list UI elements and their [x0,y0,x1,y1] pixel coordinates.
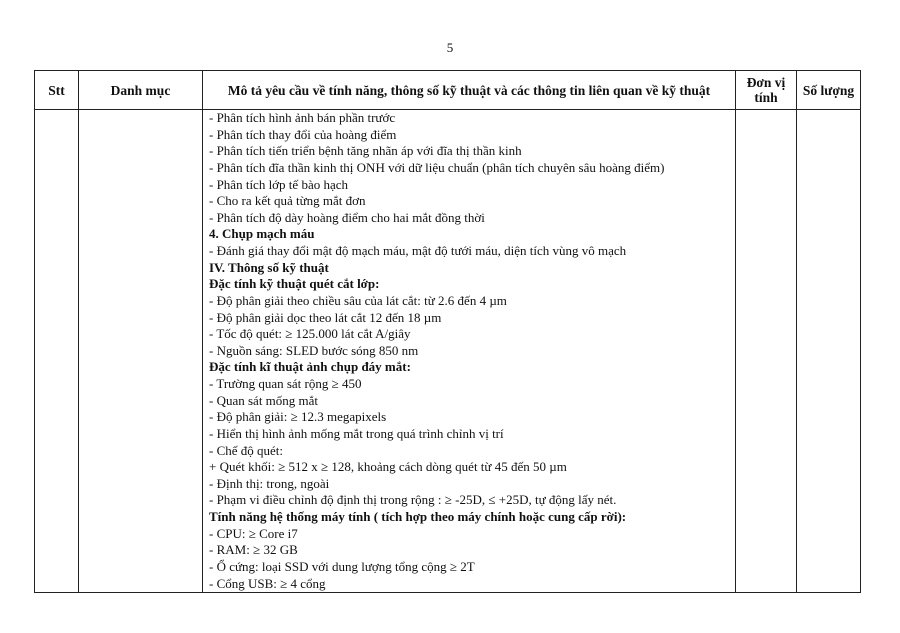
description-line: - Phân tích tiến triển bệnh tăng nhãn áp với đĩa thị thần kinh [209,143,522,159]
description-line: - Chế độ quét: [209,442,284,458]
description-line: - Độ phân giải theo chiều sâu của lát cắt: từ 2.6 đến 4 µm [209,292,507,308]
description-line: - CPU: ≥ Core i7 [209,525,298,541]
header-stt: Stt [35,71,79,110]
section-heading: Đặc tính kỹ thuật quét cắt lớp: [209,276,380,292]
section-heading: Đặc tính kĩ thuật ảnh chụp đáy mắt: [209,359,411,375]
page-number: 5 [446,40,454,55]
section-heading: 4. Chụp mạch máu [209,226,315,242]
description-line: - Hiển thị hình ảnh mống mắt trong quá trình chỉnh vị trí [209,425,504,441]
section-heading: IV. Thông số kỹ thuật [209,259,329,275]
description-lines [203,110,735,592]
header-unit-line2: tính [754,90,778,105]
header-description: Mô tả yêu cầu về tính năng, thông số kỹ thuật và các thông tin liên quan về kỹ thuật [203,71,736,110]
description-line: - Ổ cứng: loại SSD với dung lượng tổng cộng ≥ 2T [209,558,475,574]
description-line: - Phân tích hình ảnh bán phần trước [209,110,396,125]
description-line: - Định thị: trong, ngoài [209,475,330,491]
description-line: - RAM: ≥ 32 GB [209,542,298,558]
description-line: - Độ phân giải dọc theo lát cắt 12 đến 18 µm [209,309,442,325]
description-line: - Phân tích thay đổi của hoàng điểm [209,126,397,142]
description-line: - Độ phân giải: ≥ 12.3 megapixels [209,409,387,425]
description-line: + Quét khối: ≥ 512 x ≥ 128, khoảng cách dòng quét từ 45 đến 50 µm [209,459,567,475]
description-line: - Cổng USB: ≥ 4 cổng [209,575,326,591]
description-line: - Tốc độ quét: ≥ 125.000 lát cắt A/giây [209,326,411,342]
header-category: Danh mục [79,71,203,110]
cell-description [203,110,736,593]
section-heading: Tính năng hệ thống máy tính ( tích hợp theo máy chính hoặc cung cấp rời): [209,509,627,524]
description-line: - Phân tích đĩa thần kinh thị ONH với dữ liệu chuẩn (phân tích chuyên sâu hoàng điểm) [209,159,665,175]
cell-quantity [797,110,861,593]
description-line: - Cho ra kết quả từng mắt đơn [209,193,366,209]
header-unit [736,71,797,110]
cell-unit [736,110,797,593]
description-line: - Phạm vi điều chỉnh độ định thị trong rộng : ≥ -25D, ≤ +25D, tự động lấy nét. [209,492,617,508]
cell-category [79,110,203,593]
description-line: - Đánh giá thay đổi mật độ mạch máu, mật độ tưới máu, diện tích vùng vô mạch [209,243,627,258]
table-header-row [35,71,861,110]
description-line: - Nguồn sáng: SLED bước sóng 850 nm [209,342,419,358]
description-line: - Quan sát mống mắt [209,392,319,408]
cell-stt [35,110,79,593]
header-unit-line1: Đơn vị [746,75,786,90]
header-quantity: Số lượng [797,71,861,110]
description-line: - Phân tích độ dày hoàng điểm cho hai mắt đồng thời [209,209,485,225]
description-line: - Trường quan sát rộng ≥ 450 [209,376,362,391]
description-line: - Phân tích lớp tế bào hạch [209,176,349,192]
table-row [35,110,861,593]
specification-table [34,70,861,593]
